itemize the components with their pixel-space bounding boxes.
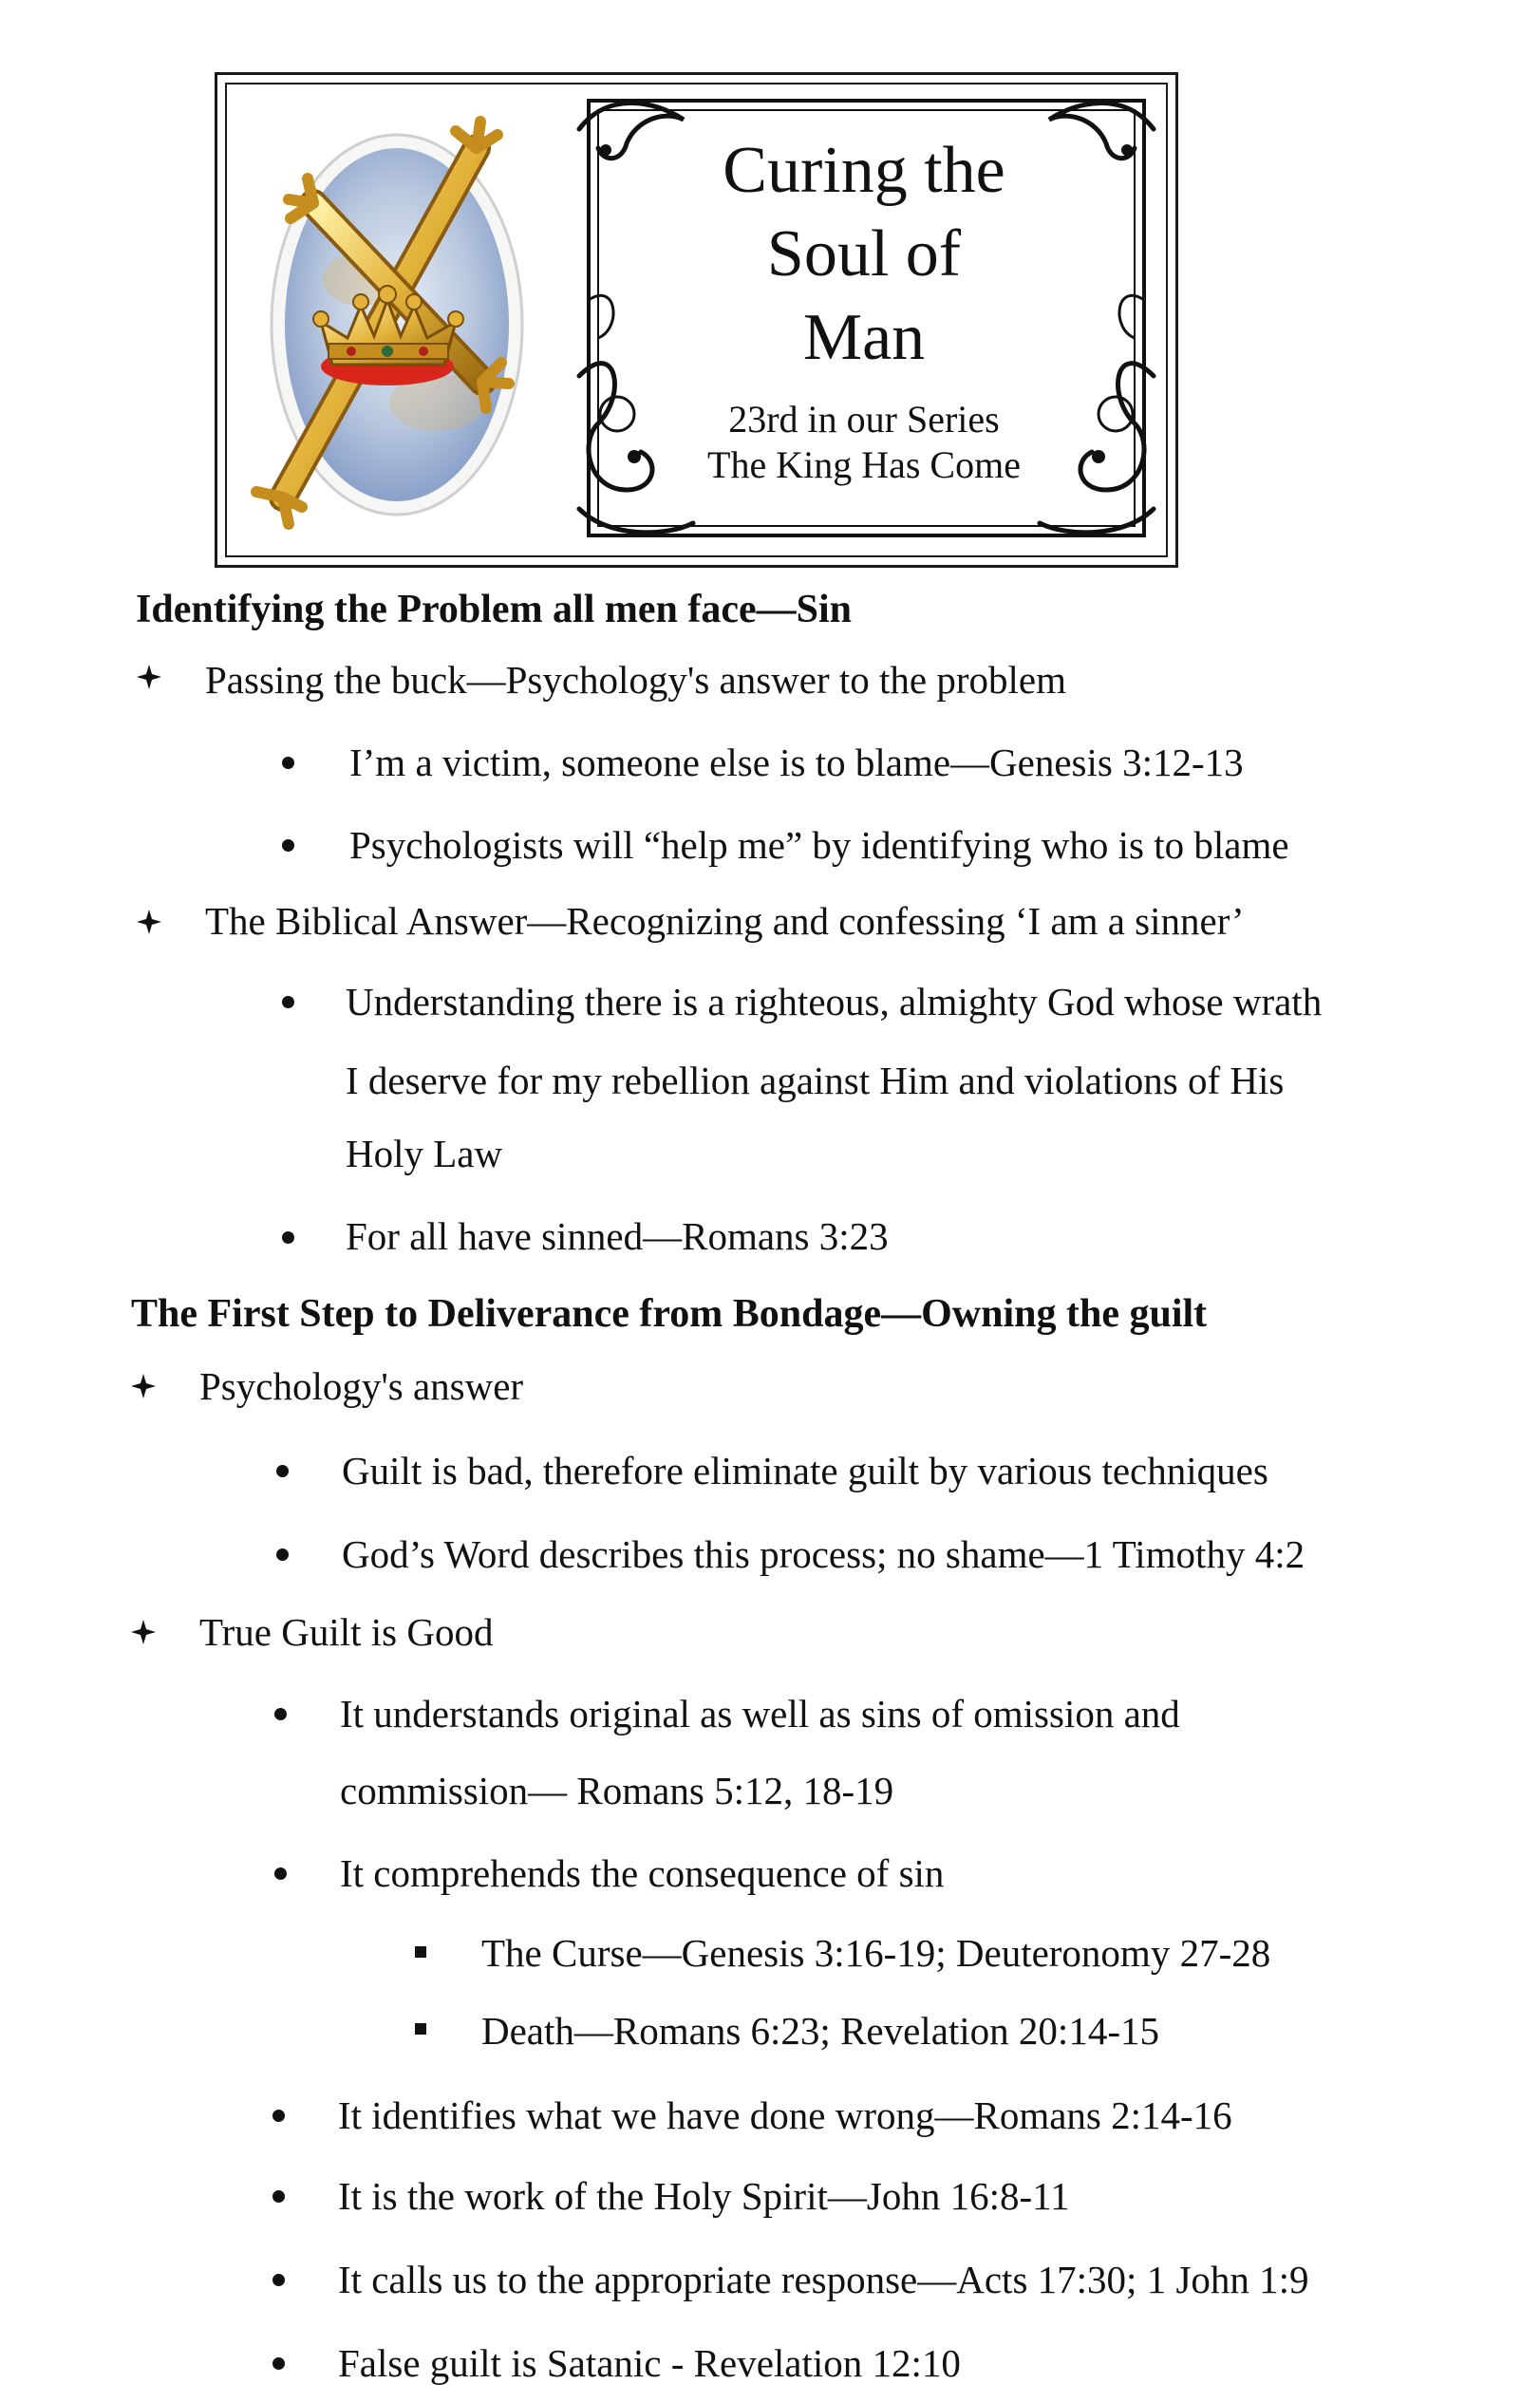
- bullet-icon: [276, 1548, 289, 1561]
- list-item: It identifies what we have done wrong—Romans 2:14-16: [338, 2093, 1232, 2137]
- four-point-star-icon: [131, 1620, 156, 1644]
- list-item: It understands original as well as sins of omission and: [340, 1692, 1180, 1736]
- bullet-icon: [282, 996, 294, 1008]
- square-bullet-icon: [415, 1946, 426, 1958]
- series-line-1: 23rd in our Series: [728, 398, 1000, 441]
- page-title: [684, 129, 1044, 380]
- series-subtitle: [655, 397, 1073, 488]
- title-line-1: Curing the: [723, 134, 1005, 207]
- sub-list-item: Death—Romans 6:23; Revelation 20:14-15: [481, 2009, 1159, 2053]
- bullet-icon: [282, 757, 294, 769]
- bullet-icon: [272, 2274, 285, 2286]
- list-item: Psychology's answer: [199, 1364, 524, 1408]
- list-item: Understanding there is a righteous, almighty God whose wrath: [346, 980, 1323, 1023]
- list-item: For all have sinned—Romans 3:23: [346, 1214, 889, 1258]
- crown-and-cross-emblem: [228, 89, 551, 554]
- list-item: The Biblical Answer—Recognizing and confessing ‘I am a sinner’: [205, 899, 1245, 943]
- bullet-icon: [282, 839, 294, 852]
- list-item-continuation: commission— Romans 5:12, 18-19: [340, 1769, 894, 1812]
- section-heading: Identifying the Problem all men face—Sin: [136, 588, 853, 631]
- list-item: Psychologists will “help me” by identifying who is to blame: [349, 823, 1289, 867]
- title-panel: [570, 91, 1163, 545]
- list-item: God’s Word describes this process; no shame—1 Timothy 4:2: [342, 1532, 1305, 1576]
- bullet-icon: [272, 2357, 285, 2370]
- four-point-star-icon: [131, 1374, 156, 1398]
- list-item: Guilt is bad, therefore eliminate guilt by various techniques: [342, 1449, 1268, 1492]
- sub-list-item: The Curse—Genesis 3:16-19; Deuteronomy 27-28: [481, 1931, 1271, 1975]
- list-item: It is the work of the Holy Spirit—John 16:8-11: [338, 2174, 1070, 2218]
- square-bullet-icon: [415, 2023, 426, 2035]
- list-item-continuation: Holy Law: [346, 1132, 503, 1175]
- series-line-2: The King Has Come: [707, 443, 1021, 486]
- bullet-icon: [282, 1231, 294, 1244]
- list-item: It comprehends the consequence of sin: [340, 1851, 945, 1895]
- bullet-icon: [272, 2110, 285, 2122]
- list-item: False guilt is Satanic - Revelation 12:10: [338, 2341, 961, 2385]
- bullet-icon: [272, 2190, 285, 2203]
- list-item-continuation: I deserve for my rebellion against Him and violations of His: [346, 1059, 1285, 1102]
- bullet-icon: [276, 1465, 289, 1477]
- section-heading: The First Step to Deliverance from Bondage—Owning the guilt: [131, 1292, 1208, 1336]
- list-item: True Guilt is Good: [199, 1610, 494, 1654]
- bullet-icon: [274, 1867, 287, 1880]
- four-point-star-icon: [137, 910, 161, 934]
- title-line-2: Soul of: [766, 217, 962, 291]
- list-item: It calls us to the appropriate response—Acts 17:30; 1 John 1:9: [338, 2258, 1309, 2301]
- list-item: I’m a victim, someone else is to blame—Genesis 3:12-13: [349, 741, 1244, 784]
- four-point-star-icon: [137, 665, 161, 689]
- bullet-icon: [274, 1708, 287, 1720]
- title-line-3: Man: [802, 301, 926, 374]
- list-item: Passing the buck—Psychology's answer to the problem: [205, 658, 1067, 702]
